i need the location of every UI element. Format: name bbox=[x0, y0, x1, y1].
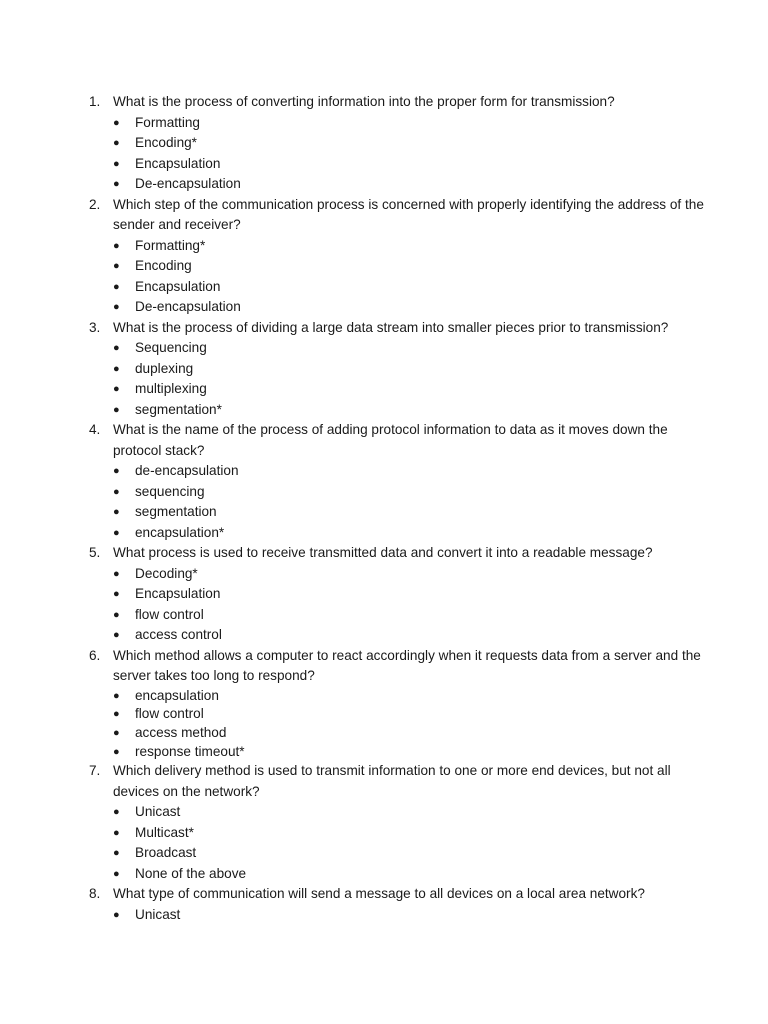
option-item bbox=[0, 564, 768, 585]
option-list bbox=[0, 802, 768, 884]
bullet-icon: ● bbox=[113, 403, 120, 416]
bullet-icon: ● bbox=[113, 726, 120, 739]
option-text: De-encapsulation bbox=[135, 299, 241, 314]
question-text: Which method allows a computer to react accordingly when it requests data from a server and the server takes too long to respond? bbox=[113, 647, 701, 683]
option-text: Encapsulation bbox=[135, 155, 221, 171]
question-heading bbox=[0, 543, 768, 564]
bullet-icon: ● bbox=[113, 745, 120, 758]
option-text: Formatting bbox=[135, 114, 200, 130]
option-item bbox=[0, 297, 768, 318]
option-item bbox=[0, 113, 768, 134]
option-item bbox=[0, 256, 768, 277]
option-item bbox=[0, 523, 768, 544]
question-text: What is the process of dividing a large data stream into smaller pieces prior to transmission? bbox=[113, 319, 669, 335]
bullet-icon: ● bbox=[113, 567, 120, 580]
bullet-icon: ● bbox=[113, 629, 120, 641]
option-text: Unicast bbox=[135, 906, 181, 922]
question-text: What type of communication will send a message to all devices on a local area network? bbox=[113, 886, 645, 902]
option-item bbox=[0, 236, 768, 257]
question-7 bbox=[0, 761, 768, 884]
option-list bbox=[0, 905, 768, 926]
bullet-icon: ● bbox=[113, 301, 120, 313]
option-list bbox=[0, 113, 768, 195]
option-item bbox=[0, 905, 768, 926]
option-text: Unicast bbox=[135, 804, 181, 820]
option-item bbox=[0, 743, 768, 762]
option-item bbox=[0, 687, 768, 706]
bullet-icon: ● bbox=[113, 116, 120, 129]
question-number: 2. bbox=[89, 196, 101, 212]
bullet-icon: ● bbox=[113, 178, 120, 190]
option-text: duplexing bbox=[135, 360, 194, 376]
bullet-icon: ● bbox=[113, 806, 120, 819]
option-item bbox=[0, 461, 768, 482]
quiz-document bbox=[0, 92, 768, 925]
option-item bbox=[0, 133, 768, 154]
option-text: encapsulation* bbox=[135, 524, 225, 540]
option-text: Formatting* bbox=[135, 237, 206, 253]
question-8 bbox=[0, 884, 768, 925]
option-text: Encapsulation bbox=[135, 586, 221, 601]
bullet-icon: ● bbox=[113, 506, 120, 518]
bullet-icon: ● bbox=[113, 362, 120, 375]
question-number: 7. bbox=[89, 763, 101, 779]
option-text: access method bbox=[135, 724, 227, 740]
option-text: encapsulation bbox=[135, 687, 219, 703]
option-list bbox=[0, 461, 768, 543]
bullet-icon: ● bbox=[113, 137, 120, 149]
option-item bbox=[0, 338, 768, 359]
option-text: flow control bbox=[135, 706, 204, 722]
bullet-icon: ● bbox=[113, 847, 120, 860]
option-text: response timeout* bbox=[135, 743, 245, 759]
option-text: multiplexing bbox=[135, 381, 207, 396]
question-text: Which step of the communication process is concerned with properly identifying the address of the sender and receiver? bbox=[113, 196, 704, 232]
option-item bbox=[0, 154, 768, 175]
option-item bbox=[0, 174, 768, 195]
question-text: What is the process of converting information into the proper form for transmission? bbox=[113, 94, 615, 109]
option-item bbox=[0, 605, 768, 626]
question-text: What is the name of the process of adding protocol information to data as it moves down the protocol stack? bbox=[113, 422, 668, 458]
question-text: Which delivery method is used to transmit information to one or more end devices, but not all devices on the network? bbox=[113, 763, 671, 799]
bullet-icon: ● bbox=[113, 908, 120, 921]
bullet-icon: ● bbox=[113, 280, 120, 293]
option-item bbox=[0, 482, 768, 503]
bullet-icon: ● bbox=[113, 608, 120, 621]
question-3 bbox=[0, 318, 768, 421]
bullet-icon: ● bbox=[113, 826, 120, 839]
option-text: Sequencing bbox=[135, 340, 207, 355]
question-heading bbox=[0, 884, 768, 905]
question-heading bbox=[0, 420, 768, 461]
bullet-icon: ● bbox=[113, 867, 120, 880]
bullet-icon: ● bbox=[113, 342, 120, 354]
option-list bbox=[0, 338, 768, 420]
bullet-icon: ● bbox=[113, 383, 120, 395]
option-item bbox=[0, 502, 768, 523]
option-text: sequencing bbox=[135, 483, 205, 499]
question-number: 5. bbox=[89, 545, 101, 560]
option-item bbox=[0, 584, 768, 605]
option-text: segmentation* bbox=[135, 401, 222, 417]
question-heading bbox=[0, 92, 768, 113]
option-item bbox=[0, 705, 768, 724]
option-text: Encoding* bbox=[135, 135, 197, 150]
option-text: Multicast* bbox=[135, 824, 194, 840]
question-heading bbox=[0, 646, 768, 687]
option-item bbox=[0, 843, 768, 864]
option-list bbox=[0, 687, 768, 762]
option-item bbox=[0, 400, 768, 421]
option-text: Broadcast bbox=[135, 845, 197, 861]
option-text: de-encapsulation bbox=[135, 463, 239, 478]
option-item bbox=[0, 864, 768, 885]
bullet-icon: ● bbox=[113, 708, 120, 721]
question-number: 6. bbox=[89, 647, 101, 663]
option-text: None of the above bbox=[135, 865, 247, 881]
question-number: 4. bbox=[89, 422, 101, 437]
bullet-icon: ● bbox=[113, 260, 120, 272]
question-6 bbox=[0, 646, 768, 762]
question-heading bbox=[0, 318, 768, 339]
option-list bbox=[0, 564, 768, 646]
option-text: segmentation bbox=[135, 504, 217, 519]
option-item bbox=[0, 277, 768, 298]
question-number: 3. bbox=[89, 319, 101, 335]
question-number: 1. bbox=[89, 94, 101, 109]
bullet-icon: ● bbox=[113, 588, 120, 600]
bullet-icon: ● bbox=[113, 465, 120, 477]
option-item bbox=[0, 823, 768, 844]
question-1 bbox=[0, 92, 768, 195]
question-5 bbox=[0, 543, 768, 646]
option-list bbox=[0, 236, 768, 318]
bullet-icon: ● bbox=[113, 526, 120, 539]
option-text: Decoding* bbox=[135, 565, 198, 581]
option-item bbox=[0, 379, 768, 400]
bullet-icon: ● bbox=[113, 485, 120, 498]
bullet-icon: ● bbox=[113, 157, 120, 170]
option-text: flow control bbox=[135, 606, 204, 622]
question-heading bbox=[0, 195, 768, 236]
bullet-icon: ● bbox=[113, 689, 120, 702]
question-2 bbox=[0, 195, 768, 318]
option-item bbox=[0, 724, 768, 743]
option-text: access control bbox=[135, 627, 222, 642]
option-text: Encoding bbox=[135, 258, 192, 273]
question-heading bbox=[0, 761, 768, 802]
option-item bbox=[0, 802, 768, 823]
option-item bbox=[0, 625, 768, 646]
bullet-icon: ● bbox=[113, 239, 120, 252]
question-4 bbox=[0, 420, 768, 543]
option-text: De-encapsulation bbox=[135, 176, 241, 191]
question-number: 8. bbox=[89, 886, 101, 902]
option-item bbox=[0, 359, 768, 380]
option-text: Encapsulation bbox=[135, 278, 221, 294]
question-text: What process is used to receive transmitted data and convert it into a readable message? bbox=[113, 545, 653, 560]
